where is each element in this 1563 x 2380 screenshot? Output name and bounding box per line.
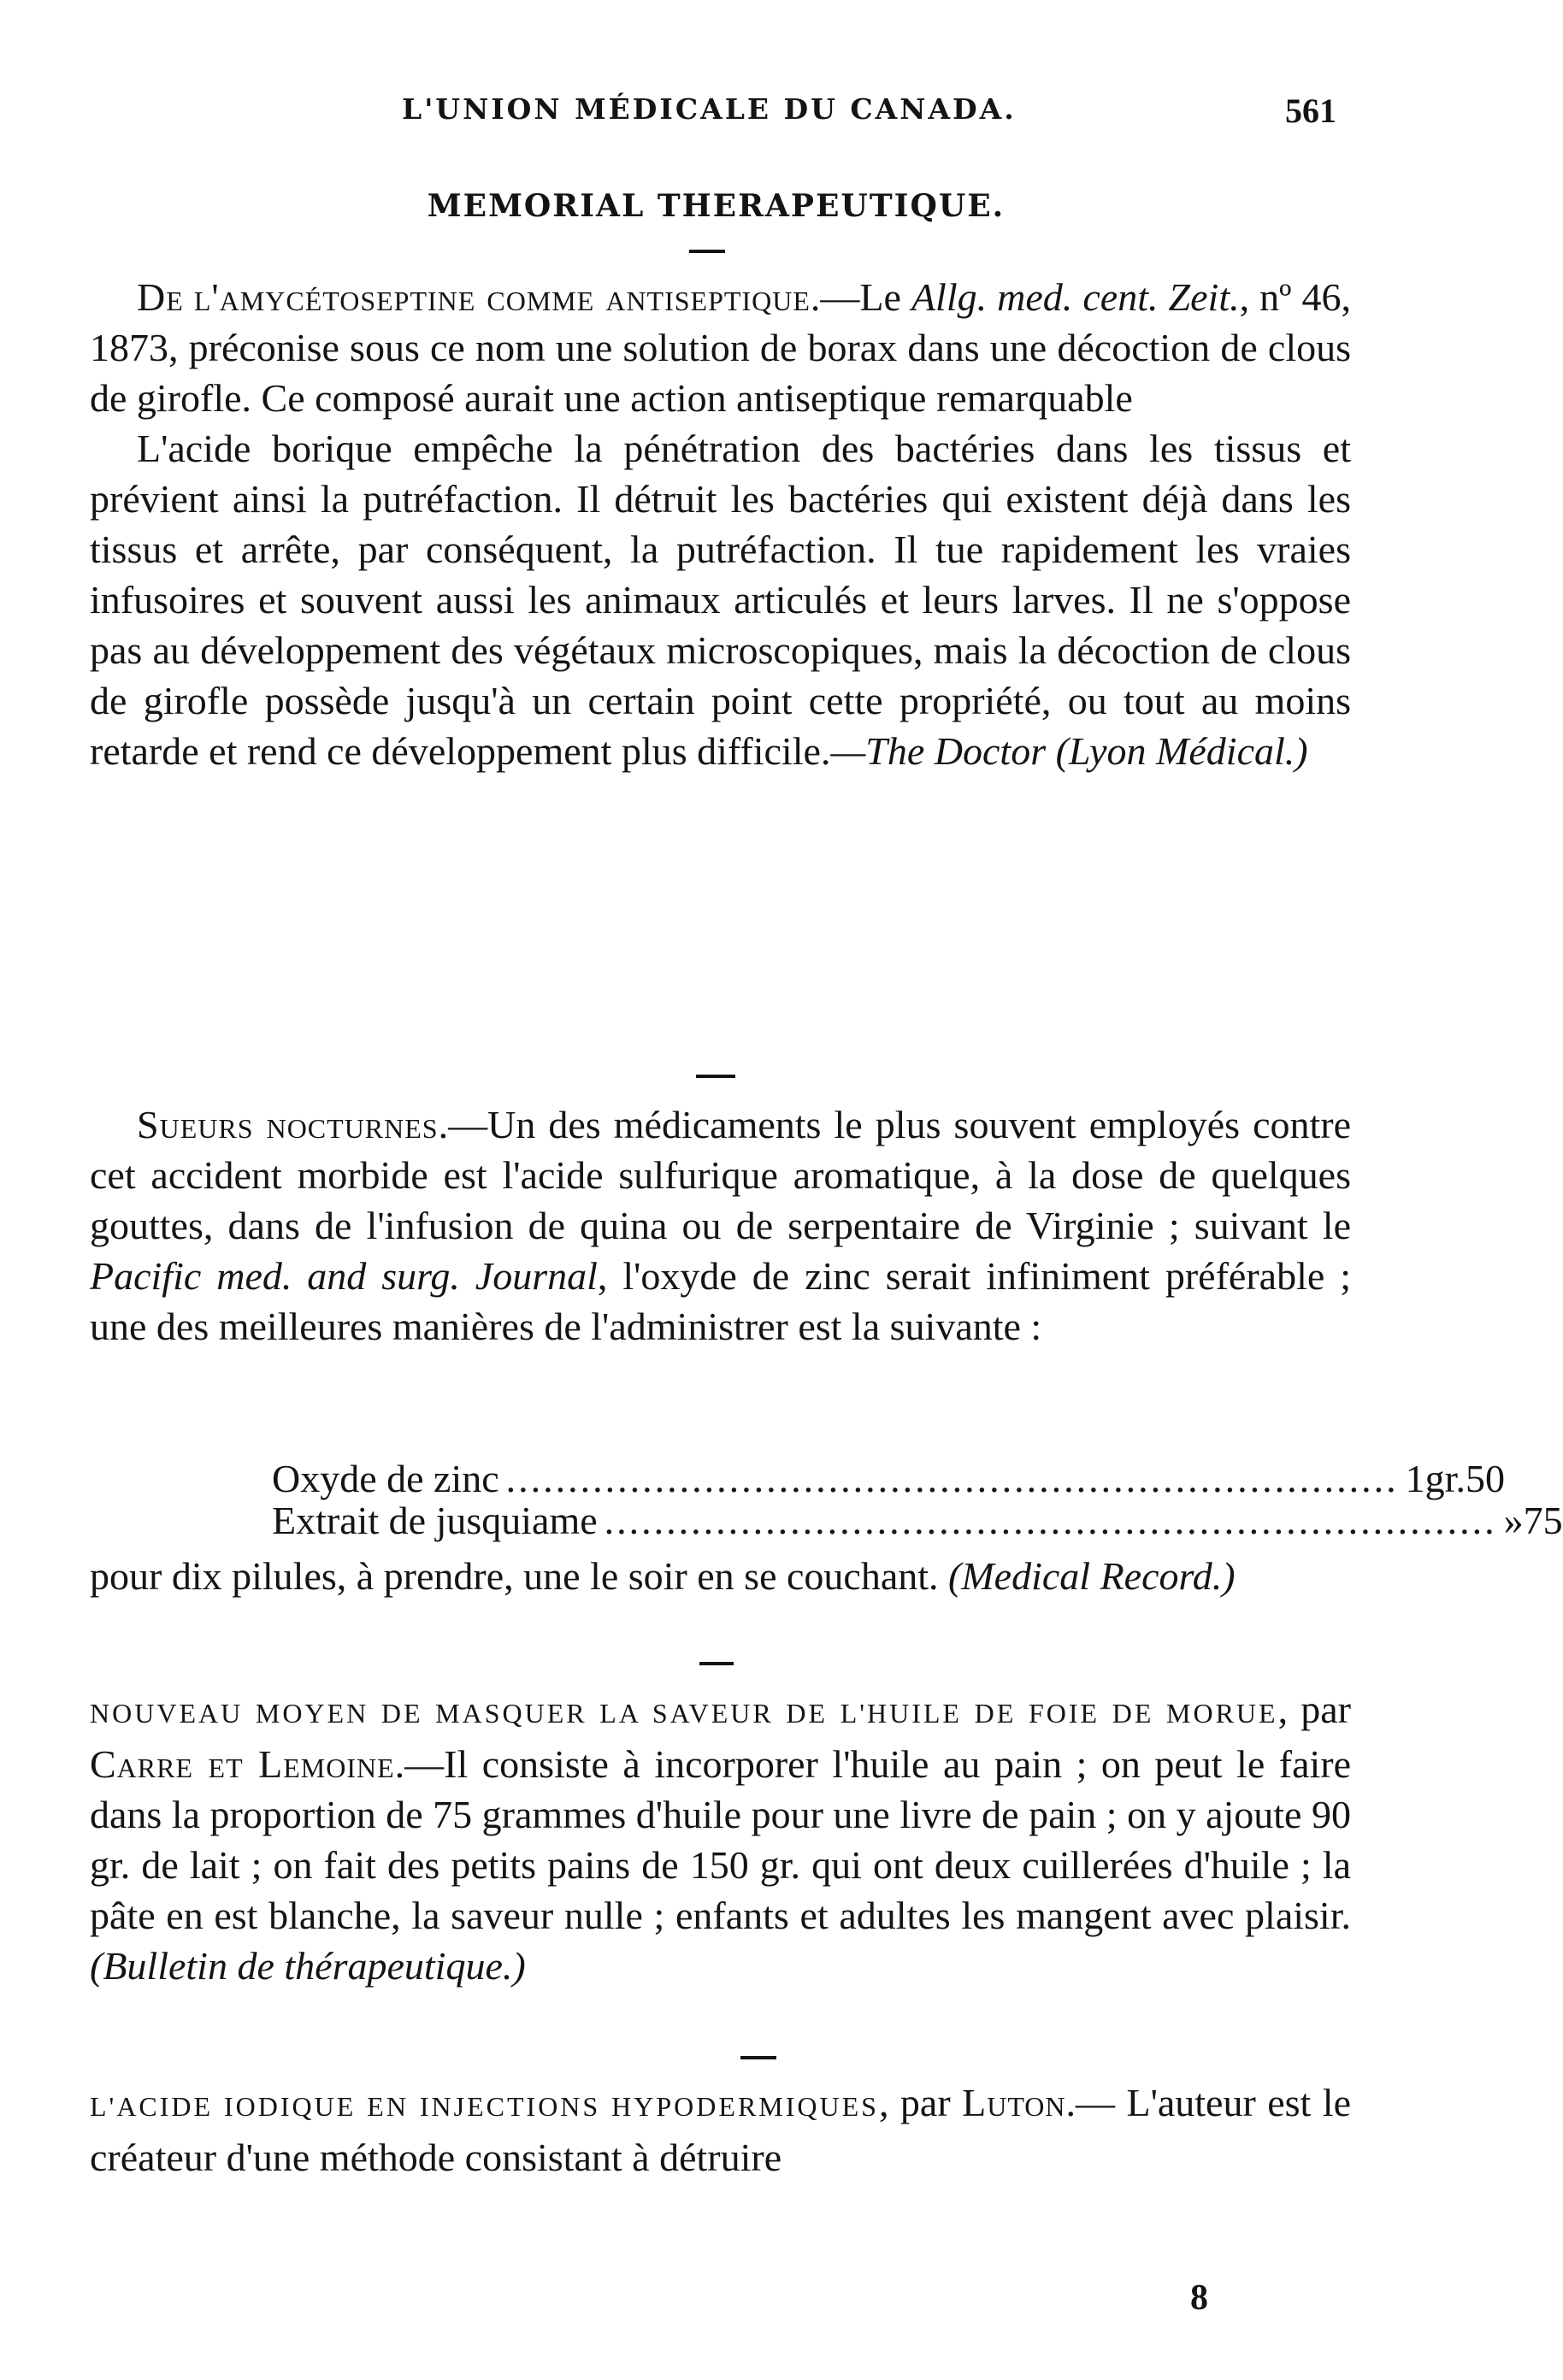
article-huile-foie-morue — [90, 1684, 1351, 1991]
article-authors: Carre et Lemoine — [90, 1742, 395, 1786]
formula-line — [272, 1499, 1563, 1542]
source-citation: (Medical Record.) — [948, 1554, 1236, 1598]
article-lead: NOUVEAU MOYEN DE MASQUER LA SAVEUR DE L'HUILE DE FOIE DE MORUE — [90, 1698, 1278, 1729]
article-text: .— L'auteur est le créateur d'une méthode consistant à détruire — [90, 2081, 1351, 2179]
signature-mark: 8 — [1190, 2278, 1208, 2318]
article-sueurs-conclusion — [90, 1551, 1351, 1601]
source-citation: —The Doctor (Lyon Médical.) — [830, 729, 1308, 773]
article-paragraph — [90, 2077, 1351, 2183]
article-paragraph — [90, 1551, 1351, 1601]
article-author: Luton — [962, 2081, 1066, 2124]
separator-rule — [740, 2056, 776, 2059]
ingredient-name: Oxyde de zinc — [272, 1457, 499, 1500]
ingredient-amount: 75 — [1523, 1499, 1563, 1542]
article-sueurs-nocturnes — [90, 1099, 1351, 1352]
article-text: pour dix pilules, à prendre, une le soir en se couchant. — [90, 1554, 949, 1598]
article-lead: l'amycétoseptine comme antiseptique — [193, 275, 811, 319]
separator-rule — [696, 1075, 735, 1078]
article-lead: De — [137, 275, 184, 319]
article-paragraph — [90, 1099, 1351, 1352]
leader-dots: ........................................................................ — [505, 1457, 1399, 1500]
article-text: .—Un des médicaments le plus souvent employés contre cet accident morbide est l'acide sulfurique aromatique, à la dose de quelques gouttes, dans de l'infusion de quina ou de serpentaire de Virginie ; suivant le — [90, 1103, 1352, 1247]
separator-rule — [699, 1662, 734, 1665]
prescription-formula — [272, 1457, 1563, 1542]
article-lead: Sueurs — [137, 1103, 254, 1146]
article-amycetoseptine — [90, 272, 1351, 776]
article-paragraph — [90, 1684, 1351, 1991]
ingredient-amount: 50 — [1465, 1457, 1505, 1500]
article-lead: L'ACIDE IODIQUE EN INJECTIONS HYPODERMIQUES — [90, 2091, 879, 2122]
ingredient-unit: gr. — [1424, 1457, 1466, 1500]
section-title: MEMORIAL THERAPEUTIQUE. — [427, 188, 1006, 224]
article-text: .—Il consiste à incorporer l'huile au pain ; on peut le faire dans la proportion de 75 grammes d'huile pour une livre de pain ; on y ajoute 90 gr. de lait ; on fait des petits pains de 150 gr. qui ont deux cuillerées d'huile ; la pâte en est blanche, la saveur nulle ; enfants et adultes les mangent avec plaisir. — [90, 1742, 1351, 1937]
article-lead: nocturnes — [266, 1103, 439, 1146]
leader-dots: ........................................................................ — [604, 1499, 1497, 1542]
source-citation: (Bulletin de thérapeutique.) — [90, 1944, 526, 1988]
journal-citation: Pacific med. and surg. Journal — [90, 1254, 598, 1298]
article-acide-iodique — [90, 2077, 1351, 2183]
article-text: .—Le — [810, 275, 911, 319]
article-text: L'acide borique empêche la pénétration des bactéries dans les tissus et prévient ainsi la putréfaction. Il détruit les bactéries qui existent déjà dans les tissus et arrête, par conséquent, la putréfaction. Il tue rapidement les vraies infusoires et souvent aussi les animaux articulés et leurs larves. Il ne s'oppose pas au développement des végétaux microscopiques, mais la décoction de clous de girofle possède jusqu'à un certain point cette propriété, ou tout au moins retarde et rend ce développement plus difficile. — [90, 427, 1351, 773]
article-text: , par — [1277, 1688, 1351, 1731]
article-paragraph — [90, 272, 1351, 423]
article-text: , nº 46, 1873, préconise sous ce nom une solution de borax dans une décoction de clous de girofle. Ce composé aurait une action antiseptique remarquable — [90, 275, 1351, 420]
ingredient-quantity: 1 — [1405, 1457, 1425, 1500]
article-paragraph — [90, 423, 1351, 776]
ingredient-name: Extrait de jusquiame — [272, 1499, 598, 1542]
title-rule — [689, 250, 725, 253]
article-text: , l'oxyde de zinc serait infiniment préférable ; une des meilleures manières de l'administrer est la suivante : — [90, 1254, 1351, 1348]
page-number: 561 — [1285, 91, 1336, 130]
formula-line — [272, 1457, 1505, 1500]
article-text: , par — [878, 2081, 963, 2124]
running-title: L'UNION MÉDICALE DU CANADA. — [402, 92, 1017, 126]
journal-citation: Allg. med. cent. Zeit. — [911, 275, 1240, 319]
ingredient-quantity: » — [1503, 1499, 1524, 1542]
